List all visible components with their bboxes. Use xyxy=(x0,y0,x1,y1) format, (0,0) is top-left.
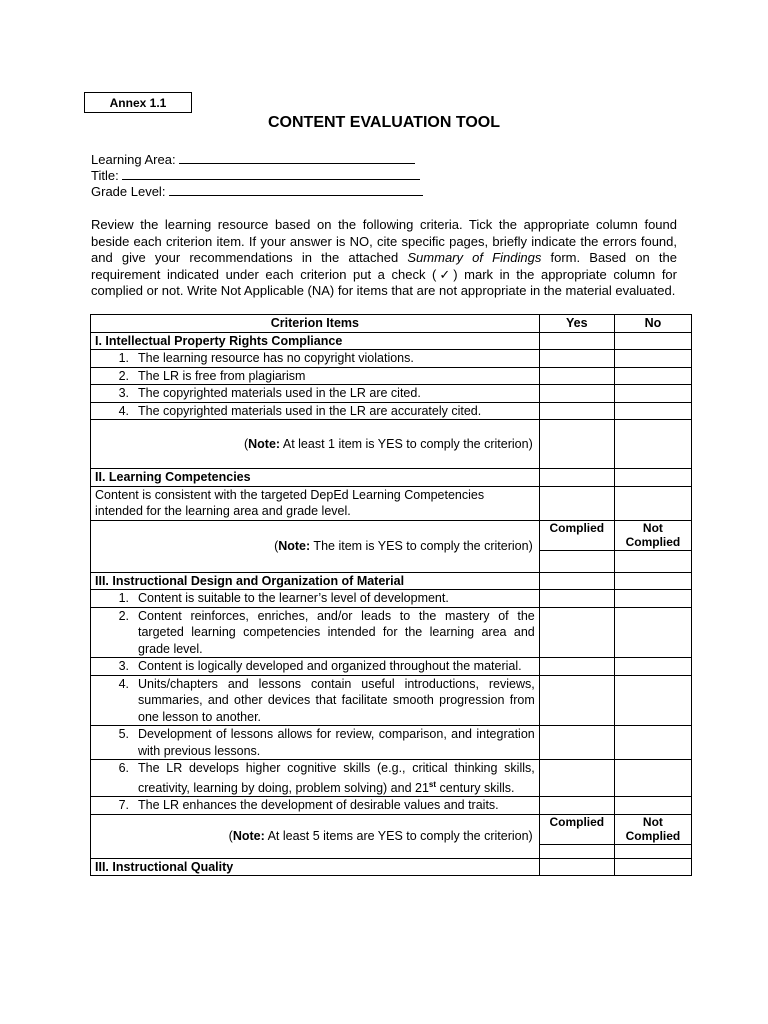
note-cell: (Note: At least 5 items are YES to comply the criterion) xyxy=(91,814,540,858)
note-row xyxy=(91,814,692,844)
instructions-paragraph xyxy=(91,217,677,300)
yes-cell[interactable] xyxy=(539,590,614,608)
document-title: CONTENT EVALUATION TOOL xyxy=(268,114,500,131)
item-number: 7. xyxy=(118,798,129,813)
table-header-row xyxy=(91,315,692,333)
field-learning-area xyxy=(91,152,423,168)
instructions-text: form. Based on the requirement indicated under each criterion put a check (✓) mark in the appropriate column for complied or not. Write Not Applicable (NA) for items that are not appropriate in the material evaluated. xyxy=(91,250,677,298)
complied-label: Complied xyxy=(539,520,614,550)
section-row xyxy=(91,469,692,487)
complied-cell[interactable] xyxy=(539,550,614,572)
item-number: 4. xyxy=(118,403,129,418)
yes-cell[interactable] xyxy=(539,486,614,520)
item-text: Content reinforces, enriches, and/or leads to the mastery of the targeted learning competencies intended for the learning area and grade level. xyxy=(138,608,535,656)
yes-cell[interactable] xyxy=(539,402,614,420)
section-title: III. Instructional Design and Organization of Material xyxy=(91,572,540,590)
not-complied-cell[interactable] xyxy=(614,844,691,858)
header-no: No xyxy=(614,315,691,333)
header-criterion: Criterion Items xyxy=(91,315,540,333)
table-row xyxy=(91,675,692,726)
yes-cell[interactable] xyxy=(539,858,614,876)
evaluation-table xyxy=(90,314,692,876)
document-fields xyxy=(91,152,423,199)
no-cell[interactable] xyxy=(614,726,691,760)
no-cell[interactable] xyxy=(614,658,691,676)
section-row xyxy=(91,858,692,876)
field-label: Grade Level: xyxy=(91,183,166,199)
item-number: 6. xyxy=(118,761,129,775)
item-number: 3. xyxy=(118,386,129,400)
note-cell: (Note: The item is YES to comply the criterion) xyxy=(91,520,540,572)
grade-level-blank[interactable] xyxy=(169,185,423,196)
item-number: 1. xyxy=(118,351,129,365)
item-text: Content is logically developed and organized throughout the material. xyxy=(138,659,522,673)
table-row xyxy=(91,350,692,368)
note-row xyxy=(91,520,692,550)
yes-cell[interactable] xyxy=(539,726,614,760)
note-row xyxy=(91,420,692,469)
learning-area-blank[interactable] xyxy=(179,153,415,164)
instructions-text: Review the learning resource based on the following criteria. Tick the appropriate column found beside each criterion item. If your answer is NO, cite specific pages, briefly indicate the errors found, and give your recommendations in the attached xyxy=(91,217,677,265)
item-text: The copyrighted materials used in the LR are cited. xyxy=(138,386,421,400)
table-row xyxy=(91,607,692,658)
section-title: I. Intellectual Property Rights Compliance xyxy=(91,332,540,350)
section-row xyxy=(91,572,692,590)
item-text: The LR develops higher cognitive skills (e.g., critical thinking skills, creativity, learning by doing, problem solving) and 21st century skills. xyxy=(138,761,535,795)
no-cell[interactable] xyxy=(614,420,691,469)
field-label: Title: xyxy=(91,167,119,183)
no-cell[interactable] xyxy=(614,607,691,658)
no-cell[interactable] xyxy=(614,350,691,368)
no-cell[interactable] xyxy=(614,469,691,487)
section-title: III. Instructional Quality xyxy=(91,858,540,876)
complied-cell[interactable] xyxy=(539,844,614,858)
section-row xyxy=(91,332,692,350)
no-cell[interactable] xyxy=(614,572,691,590)
yes-cell[interactable] xyxy=(539,420,614,469)
table-row xyxy=(91,402,692,420)
section-title: II. Learning Competencies xyxy=(91,469,540,487)
table-row xyxy=(91,760,692,797)
item-text: The LR is free from plagiarism xyxy=(138,368,306,383)
yes-cell[interactable] xyxy=(539,385,614,403)
table-row xyxy=(91,797,692,815)
item-text: Development of lessons allows for review, comparison, and integration with previous lessons. xyxy=(138,727,535,758)
no-cell[interactable] xyxy=(614,797,691,815)
not-complied-label: Not Complied xyxy=(614,520,691,550)
no-cell[interactable] xyxy=(614,385,691,403)
table-row xyxy=(91,726,692,760)
field-label: Learning Area: xyxy=(91,152,176,167)
no-cell[interactable] xyxy=(614,858,691,876)
item-text: Units/chapters and lessons contain useful introductions, reviews, summaries, and other devices that facilitate smooth progression from one lesson to another. xyxy=(138,676,535,724)
item-text: The learning resource has no copyright violations. xyxy=(138,351,414,365)
note-cell: (Note: At least 1 item is YES to comply the criterion) xyxy=(91,420,540,469)
no-cell[interactable] xyxy=(614,402,691,420)
table-row xyxy=(91,590,692,608)
table-row xyxy=(91,385,692,403)
no-cell[interactable] xyxy=(614,590,691,608)
yes-cell[interactable] xyxy=(539,760,614,797)
field-grade-level xyxy=(91,184,423,200)
table-row xyxy=(91,367,692,385)
item-number: 1. xyxy=(118,591,129,605)
not-complied-label: Not Complied xyxy=(614,814,691,844)
item-number: 3. xyxy=(118,659,129,673)
item-number: 5. xyxy=(118,727,129,741)
yes-cell[interactable] xyxy=(539,572,614,590)
yes-cell[interactable] xyxy=(539,607,614,658)
item-number: 2. xyxy=(118,608,129,623)
not-complied-cell[interactable] xyxy=(614,550,691,572)
item-text: Content is consistent with the targeted DepEd Learning Competencies intended for the learning area and grade level. xyxy=(91,486,540,520)
no-cell[interactable] xyxy=(614,760,691,797)
table-row xyxy=(91,486,692,520)
item-number: 2. xyxy=(118,368,129,383)
item-text: The LR enhances the development of desirable values and traits. xyxy=(138,798,499,813)
yes-cell[interactable] xyxy=(539,350,614,368)
yes-cell[interactable] xyxy=(539,797,614,815)
no-cell[interactable] xyxy=(614,675,691,726)
yes-cell[interactable] xyxy=(539,469,614,487)
table-row xyxy=(91,658,692,676)
no-cell[interactable] xyxy=(614,332,691,350)
no-cell[interactable] xyxy=(614,367,691,385)
item-text: Content is suitable to the learner’s level of development. xyxy=(138,591,449,605)
complied-label: Complied xyxy=(539,814,614,844)
summary-of-findings-ref: Summary of Findings xyxy=(407,250,542,265)
item-text: The copyrighted materials used in the LR are accurately cited. xyxy=(138,403,482,418)
yes-cell[interactable] xyxy=(539,332,614,350)
field-title xyxy=(91,168,423,184)
annex-label: Annex 1.1 xyxy=(84,92,192,113)
item-number: 4. xyxy=(118,676,129,691)
header-yes: Yes xyxy=(539,315,614,333)
no-cell[interactable] xyxy=(614,486,691,520)
yes-cell[interactable] xyxy=(539,675,614,726)
yes-cell[interactable] xyxy=(539,658,614,676)
yes-cell[interactable] xyxy=(539,367,614,385)
title-blank[interactable] xyxy=(122,169,420,180)
